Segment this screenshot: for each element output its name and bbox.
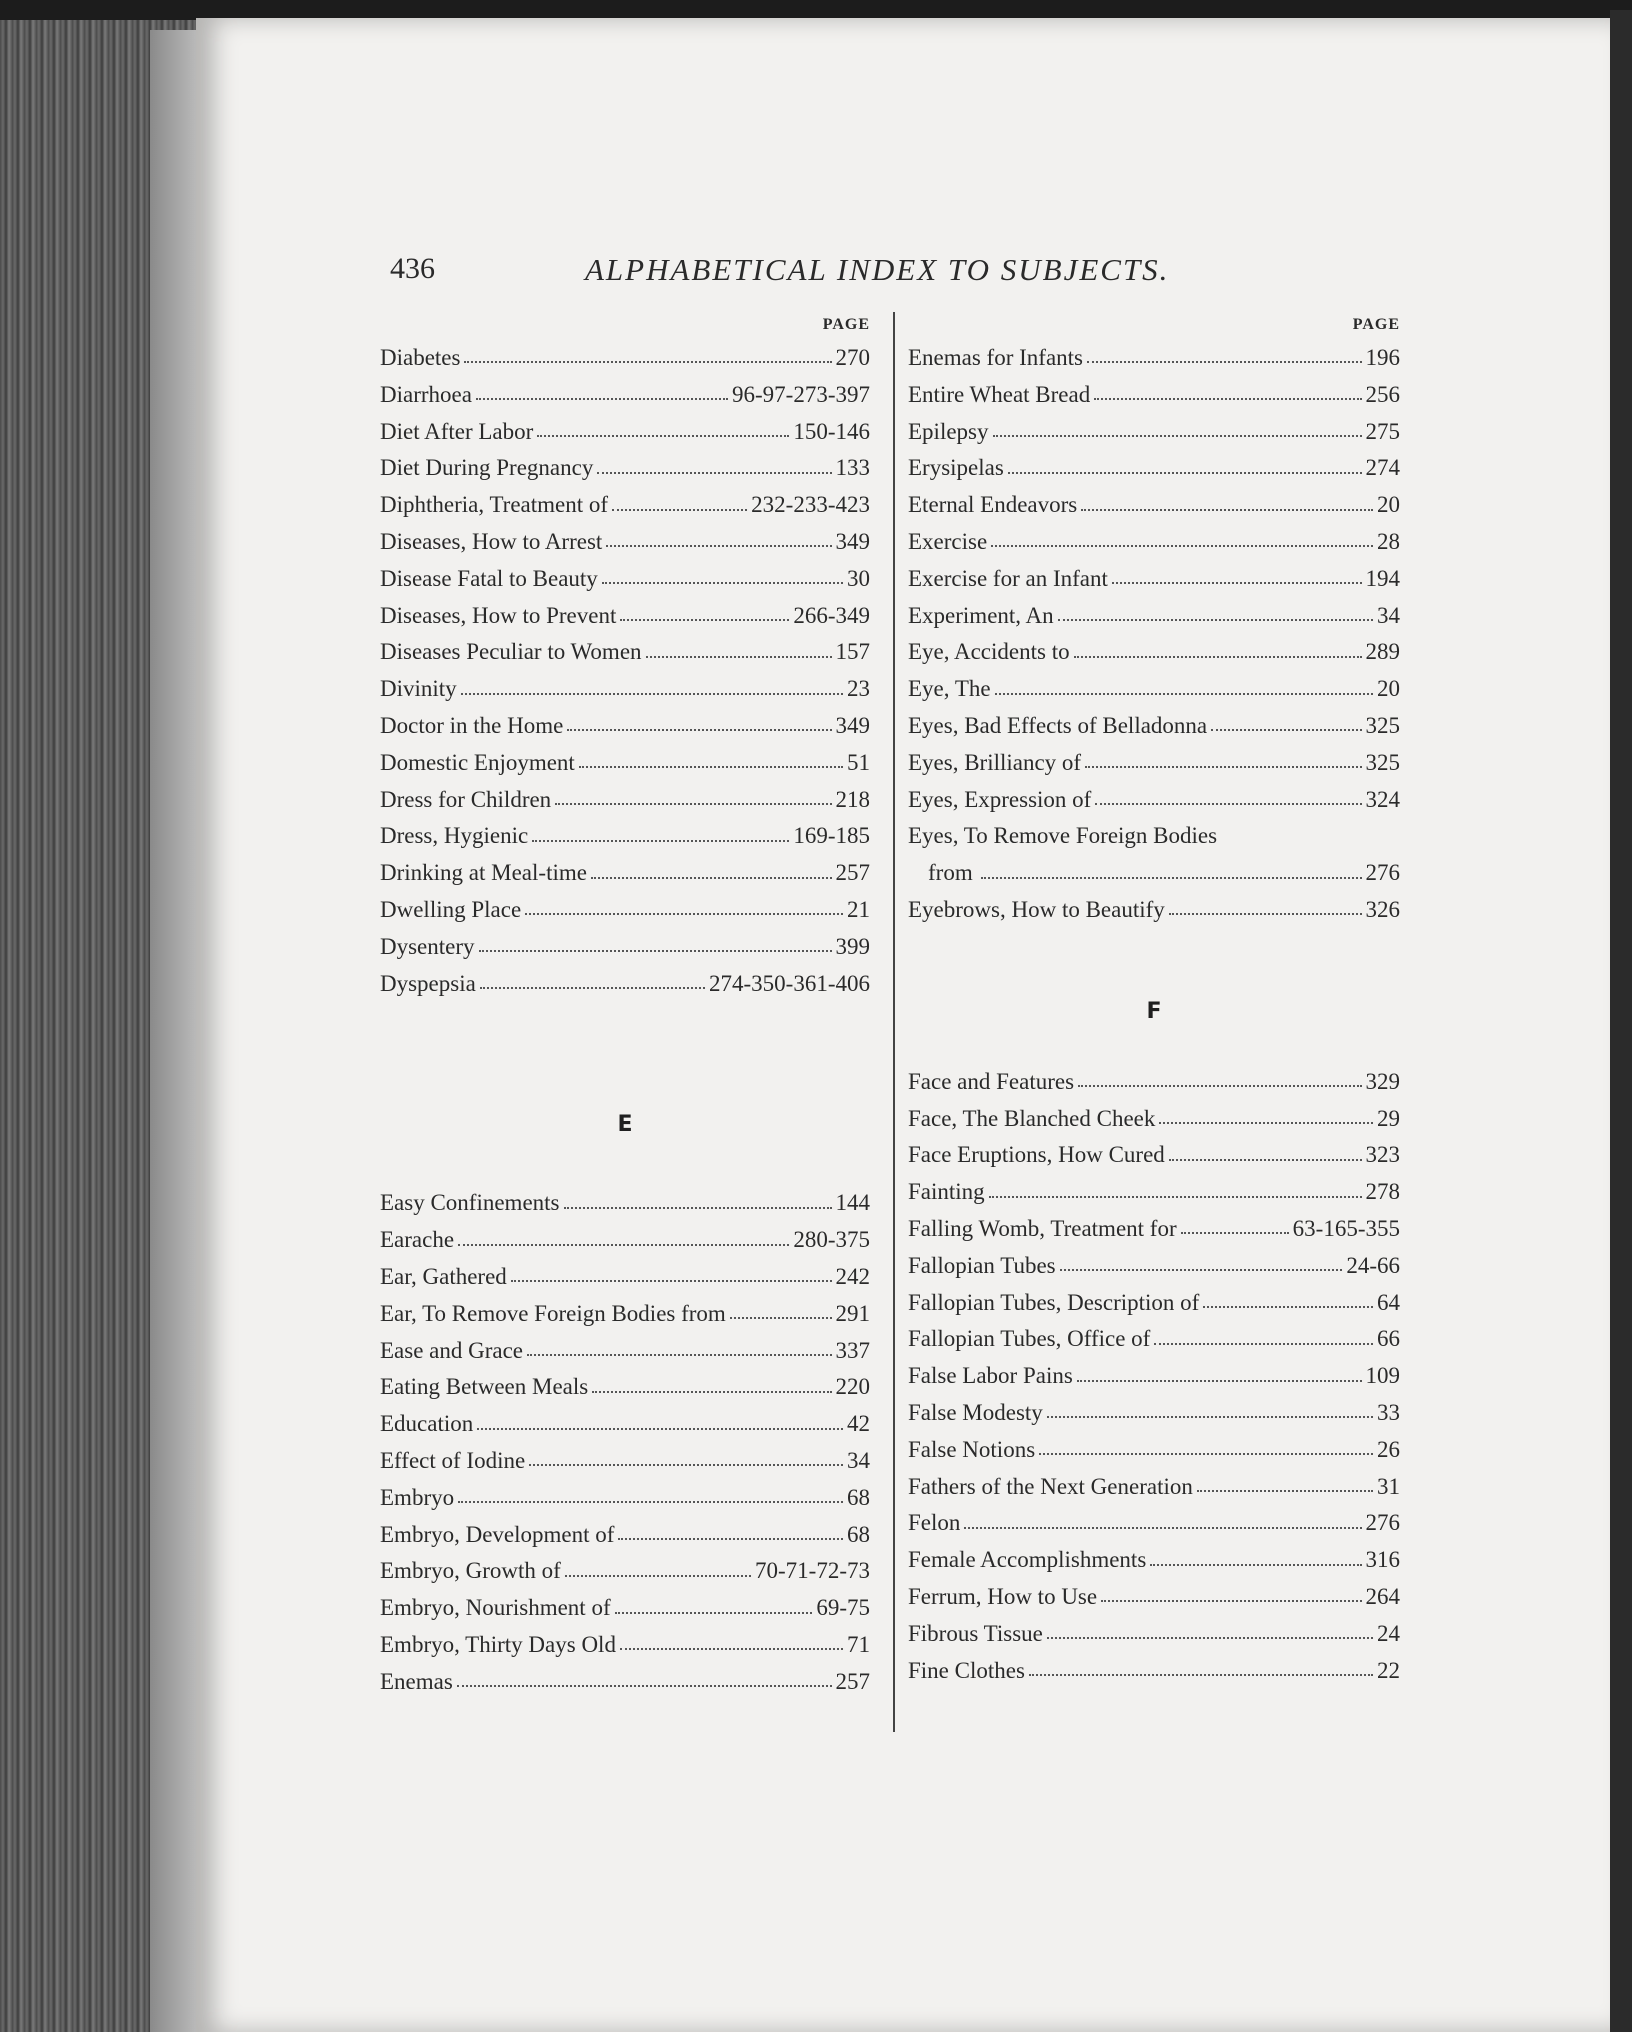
index-pages: 34	[847, 1447, 870, 1473]
index-entry	[908, 1137, 1400, 1174]
book-gutter	[150, 30, 200, 2032]
leader-dots	[1169, 1159, 1362, 1161]
index-term: Domestic Enjoyment	[380, 749, 575, 775]
leader-dots	[525, 913, 843, 915]
index-term: Felon	[908, 1510, 961, 1536]
index-entry	[908, 1542, 1400, 1579]
index-entry	[380, 671, 870, 708]
leader-dots	[1078, 1085, 1361, 1087]
leader-dots	[479, 950, 832, 952]
index-entry	[380, 340, 870, 377]
index-entry	[908, 450, 1400, 487]
index-entry	[908, 1101, 1400, 1138]
index-entry	[908, 1395, 1400, 1432]
index-pages: 20	[1377, 492, 1400, 518]
index-entry	[908, 340, 1400, 377]
leader-dots	[1047, 1637, 1373, 1639]
index-pages: 150-146	[793, 418, 870, 444]
index-pages: 69-75	[816, 1595, 870, 1621]
index-pages: 66	[1377, 1326, 1400, 1352]
index-term: Embryo, Development of	[380, 1521, 615, 1547]
index-pages: 274	[1365, 455, 1400, 481]
index-term: Eyes, Bad Effects of Belladonna	[908, 712, 1208, 738]
index-entry	[380, 1222, 870, 1259]
index-pages: 220	[835, 1374, 870, 1400]
leader-dots	[1087, 361, 1362, 363]
leader-dots	[991, 545, 1373, 547]
column-divider	[893, 312, 895, 1732]
index-term: Disease Fatal to Beauty	[380, 565, 598, 591]
leader-dots	[1085, 766, 1361, 768]
index-pages: 169-185	[793, 823, 870, 849]
index-term: Fallopian Tubes	[908, 1252, 1056, 1278]
leader-dots	[964, 1527, 1361, 1529]
leader-dots	[1112, 582, 1362, 584]
index-pages: 71	[847, 1631, 870, 1657]
index-pages: 22	[1377, 1657, 1400, 1683]
index-pages: 133	[835, 455, 870, 481]
index-term: Embryo, Thirty Days Old	[380, 1631, 616, 1657]
index-entry-line	[908, 855, 1400, 892]
index-pages: 257	[835, 1668, 870, 1694]
index-pages: 64	[1377, 1289, 1400, 1315]
index-entry	[908, 1358, 1400, 1395]
index-entry	[380, 1185, 870, 1222]
index-term: Fathers of the Next Generation	[908, 1473, 1193, 1499]
leader-dots	[1211, 729, 1361, 731]
index-term: Entire Wheat Bread	[908, 381, 1091, 407]
index-term: Ear, Gathered	[380, 1263, 507, 1289]
index-term: Embryo	[380, 1484, 455, 1510]
index-pages: 20	[1377, 676, 1400, 702]
page-number: 436	[390, 252, 435, 285]
index-pages: 399	[835, 933, 870, 959]
leader-dots	[993, 435, 1362, 437]
index-entry	[908, 1285, 1400, 1322]
index-entry-line	[908, 818, 1400, 855]
running-head	[390, 252, 1250, 292]
index-entry	[908, 634, 1400, 671]
index-group-e-tail	[908, 892, 1400, 929]
index-term: Divinity	[380, 676, 457, 702]
index-term: Exercise	[908, 528, 988, 554]
index-entry	[908, 524, 1400, 561]
index-pages: 289	[1365, 639, 1400, 665]
leader-dots	[1058, 619, 1373, 621]
index-pages: 337	[835, 1337, 870, 1363]
leader-dots	[527, 1354, 831, 1356]
leader-dots	[464, 361, 831, 363]
leader-dots	[1203, 1306, 1373, 1308]
page-title: ALPHABETICAL INDEX TO SUBJECTS.	[585, 252, 1170, 287]
leader-dots	[567, 729, 831, 731]
index-pages: 30	[847, 565, 870, 591]
leader-dots	[1047, 1416, 1373, 1418]
index-term: Diphtheria, Treatment of	[380, 492, 609, 518]
index-pages: 194	[1365, 565, 1400, 591]
index-term: Dress for Children	[380, 786, 552, 812]
index-pages: 23	[847, 676, 870, 702]
leader-dots	[457, 1685, 832, 1687]
index-term: Face Eruptions, How Cured	[908, 1142, 1165, 1168]
index-group-e-continued	[908, 340, 1400, 818]
leader-dots	[620, 1648, 843, 1650]
index-pages: 324	[1365, 786, 1400, 812]
index-term: Diet After Labor	[380, 418, 534, 444]
index-pages: 280-375	[793, 1227, 870, 1253]
leader-dots	[646, 656, 832, 658]
index-entry	[380, 450, 870, 487]
index-term: Face, The Blanched Cheek	[908, 1105, 1156, 1131]
index-entry	[380, 1590, 870, 1627]
index-entry	[908, 598, 1400, 635]
index-entry	[380, 487, 870, 524]
index-term: Erysipelas	[908, 455, 1004, 481]
index-term: Eating Between Meals	[380, 1374, 589, 1400]
leader-dots	[480, 987, 705, 989]
index-term: Dysentery	[380, 933, 475, 959]
index-pages: 276	[1365, 860, 1400, 886]
index-entry	[908, 892, 1400, 929]
index-pages: 275	[1365, 418, 1400, 444]
index-entry	[380, 1333, 870, 1370]
index-entry-wrapped	[908, 818, 1400, 892]
index-entry	[380, 1664, 870, 1701]
index-entry	[908, 1469, 1400, 1506]
index-term: Enemas for Infants	[908, 345, 1083, 370]
page-column-label: PAGE	[822, 316, 870, 333]
index-pages: 232-233-423	[751, 492, 870, 518]
index-pages: 316	[1365, 1547, 1400, 1573]
leader-dots	[1081, 509, 1373, 511]
index-pages: 349	[835, 528, 870, 554]
leader-dots	[461, 693, 843, 695]
index-group-e	[380, 1185, 870, 1700]
index-pages: 42	[847, 1411, 870, 1437]
leader-dots	[511, 1280, 832, 1282]
leader-dots	[1029, 1674, 1373, 1676]
leader-dots	[606, 545, 831, 547]
index-term: False Modesty	[908, 1399, 1043, 1425]
index-pages: 96-97-273-397	[732, 381, 870, 407]
leader-dots	[1074, 656, 1362, 658]
leader-dots	[592, 1391, 831, 1393]
index-term: Education	[380, 1411, 474, 1437]
leader-dots	[1169, 913, 1362, 915]
index-pages: 218	[835, 786, 870, 812]
leader-dots	[532, 840, 789, 842]
index-pages: 68	[847, 1484, 870, 1510]
index-term: Fallopian Tubes, Office of	[908, 1326, 1151, 1352]
index-entry	[908, 1505, 1400, 1542]
index-pages: 109	[1365, 1363, 1400, 1389]
index-term: Earache	[380, 1227, 455, 1253]
leader-dots	[1077, 1380, 1362, 1382]
index-pages: 270	[835, 345, 870, 370]
index-term: Diseases, How to Prevent	[380, 602, 617, 628]
index-term: Fallopian Tubes, Description of	[908, 1289, 1200, 1315]
index-pages: 21	[847, 896, 870, 922]
leader-dots	[1101, 1600, 1361, 1602]
spacer	[380, 1137, 870, 1185]
index-term: Easy Confinements	[380, 1190, 560, 1216]
index-entry	[908, 1211, 1400, 1248]
leader-dots	[1094, 398, 1361, 400]
leader-dots	[612, 509, 747, 511]
index-entry	[908, 561, 1400, 598]
index-pages: 63-165-355	[1292, 1215, 1400, 1241]
index-entry	[380, 1296, 870, 1333]
leader-dots	[1150, 1564, 1361, 1566]
leader-dots	[555, 803, 831, 805]
index-entry	[380, 561, 870, 598]
leader-dots	[1039, 1453, 1373, 1455]
index-term: Eyebrows, How to Beautify	[908, 896, 1165, 922]
index-entry	[908, 1321, 1400, 1358]
index-term: False Labor Pains	[908, 1363, 1073, 1389]
leader-dots	[1154, 1343, 1373, 1345]
index-term: Diarrhoea	[380, 381, 472, 407]
index-entry	[908, 1174, 1400, 1211]
section-letter-e: E	[617, 1112, 633, 1138]
index-term: Eye, Accidents to	[908, 639, 1070, 665]
index-term: Diseases, How to Arrest	[380, 528, 603, 554]
leader-dots	[529, 1464, 843, 1466]
index-pages: 257	[835, 860, 870, 886]
leader-dots	[730, 1317, 832, 1319]
leader-dots	[597, 472, 831, 474]
index-entry	[380, 929, 870, 966]
index-pages: 31	[1377, 1473, 1400, 1499]
leader-dots	[1181, 1232, 1289, 1234]
index-pages: 24-66	[1346, 1252, 1400, 1278]
index-pages: 325	[1365, 712, 1400, 738]
leader-dots	[1159, 1122, 1373, 1124]
index-term: Diet During Pregnancy	[380, 455, 594, 481]
spacer	[908, 1024, 1400, 1064]
spacer	[380, 1002, 870, 1112]
index-entry	[380, 634, 870, 671]
index-entry	[908, 1248, 1400, 1285]
index-pages: 274-350-361-406	[709, 970, 870, 996]
index-term: Dwelling Place	[380, 896, 522, 922]
right-column	[908, 310, 1400, 1689]
index-term: Embryo, Nourishment of	[380, 1595, 611, 1621]
leader-dots	[620, 619, 789, 621]
index-term: Eternal Endeavors	[908, 492, 1078, 518]
index-entry	[908, 671, 1400, 708]
index-entry	[908, 708, 1400, 745]
index-pages: 276	[1365, 1510, 1400, 1536]
leader-dots	[1197, 1490, 1373, 1492]
index-pages: 256	[1365, 381, 1400, 407]
index-pages: 68	[847, 1521, 870, 1547]
index-entry	[380, 708, 870, 745]
leader-dots	[591, 877, 832, 879]
index-entry	[908, 414, 1400, 451]
index-term: Doctor in the Home	[380, 712, 564, 738]
index-pages: 291	[835, 1300, 870, 1326]
leader-dots	[995, 693, 1373, 695]
leader-dots	[989, 1196, 1362, 1198]
index-term: Face and Features	[908, 1068, 1075, 1094]
index-term: False Notions	[908, 1436, 1036, 1462]
leader-dots	[458, 1501, 843, 1503]
index-group-d	[380, 340, 870, 1002]
leader-dots	[615, 1612, 813, 1614]
index-term: Eyes, Expression of	[908, 786, 1092, 812]
leader-dots	[537, 435, 789, 437]
index-entry	[908, 1616, 1400, 1653]
index-term: Drinking at Meal-time	[380, 860, 587, 886]
leader-dots	[618, 1538, 843, 1540]
index-pages: 33	[1377, 1399, 1400, 1425]
index-pages: 157	[835, 639, 870, 665]
leader-dots	[579, 766, 843, 768]
index-entry	[380, 1517, 870, 1554]
index-term: Ear, To Remove Foreign Bodies from	[380, 1300, 726, 1326]
index-term: Female Accomplishments	[908, 1547, 1147, 1573]
leader-dots	[1060, 1269, 1343, 1271]
index-pages: 329	[1365, 1068, 1400, 1094]
leader-dots	[477, 1428, 843, 1430]
index-pages: 242	[835, 1263, 870, 1289]
index-pages: 326	[1365, 896, 1400, 922]
leader-dots	[602, 582, 843, 584]
index-entry	[380, 966, 870, 1003]
index-term: Exercise for an Infant	[908, 565, 1108, 591]
index-term: Effect of Iodine	[380, 1447, 526, 1473]
index-entry	[380, 782, 870, 819]
index-entry	[908, 487, 1400, 524]
index-entry	[908, 377, 1400, 414]
index-entry	[380, 414, 870, 451]
index-entry	[380, 1627, 870, 1664]
index-pages: 26	[1377, 1436, 1400, 1462]
index-term: Enemas	[380, 1668, 453, 1694]
index-term: Fibrous Tissue	[908, 1620, 1043, 1646]
index-term: Ferrum, How to Use	[908, 1583, 1098, 1609]
index-pages: 349	[835, 712, 870, 738]
index-entry	[380, 818, 870, 855]
index-entry	[380, 1553, 870, 1590]
leader-dots	[565, 1575, 751, 1577]
index-entry	[380, 855, 870, 892]
index-term-continued: from	[928, 860, 973, 886]
index-term: Fine Clothes	[908, 1657, 1025, 1683]
index-pages: 144	[835, 1190, 870, 1216]
index-entry	[380, 1259, 870, 1296]
index-entry	[380, 524, 870, 561]
index-entry	[380, 377, 870, 414]
index-group-f	[908, 1064, 1400, 1690]
left-column	[380, 310, 870, 1701]
leader-dots	[1095, 803, 1361, 805]
index-pages: 278	[1365, 1179, 1400, 1205]
index-entry	[380, 1480, 870, 1517]
index-entry	[380, 1443, 870, 1480]
index-term: Diabetes	[380, 345, 461, 370]
index-term: Diseases Peculiar to Women	[380, 639, 642, 665]
index-entry	[380, 745, 870, 782]
index-pages: 24	[1377, 1620, 1400, 1646]
spacer	[908, 929, 1400, 999]
index-entry	[908, 1579, 1400, 1616]
index-entry	[380, 1369, 870, 1406]
index-pages: 34	[1377, 602, 1400, 628]
index-pages: 325	[1365, 749, 1400, 775]
index-pages: 323	[1365, 1142, 1400, 1168]
index-term: Ease and Grace	[380, 1337, 524, 1363]
index-entry	[908, 745, 1400, 782]
leader-dots	[1008, 472, 1362, 474]
index-term: Eye, The	[908, 676, 991, 702]
index-entry	[908, 1653, 1400, 1690]
index-entry	[908, 1064, 1400, 1101]
index-pages: 196	[1365, 345, 1400, 370]
scan-border	[1610, 10, 1632, 2032]
index-term: Dyspepsia	[380, 970, 476, 996]
index-term: Fainting	[908, 1179, 985, 1205]
index-entry	[380, 1406, 870, 1443]
index-term: Embryo, Growth of	[380, 1558, 561, 1584]
index-pages: 51	[847, 749, 870, 775]
index-entry	[380, 598, 870, 635]
page-column-label: PAGE	[1352, 316, 1400, 333]
leader-dots	[981, 877, 1362, 879]
leader-dots	[458, 1244, 789, 1246]
index-pages: 28	[1377, 528, 1400, 554]
index-term: Experiment, An	[908, 602, 1054, 628]
index-term: Eyes, To Remove Foreign Bodies	[908, 823, 1218, 849]
index-pages: 70-71-72-73	[755, 1558, 870, 1584]
index-term: Falling Womb, Treatment for	[908, 1215, 1177, 1241]
index-pages: 264	[1365, 1583, 1400, 1609]
leader-dots	[476, 398, 728, 400]
index-entry	[908, 782, 1400, 819]
index-entry	[908, 1432, 1400, 1469]
index-pages: 266-349	[793, 602, 870, 628]
index-term: Dress, Hygienic	[380, 823, 529, 849]
index-entry	[380, 892, 870, 929]
section-letter-f: F	[1146, 998, 1162, 1024]
index-pages: 29	[1377, 1105, 1400, 1131]
index-term: Eyes, Brilliancy of	[908, 749, 1082, 775]
leader-dots	[564, 1207, 832, 1209]
index-term: Epilepsy	[908, 418, 989, 444]
